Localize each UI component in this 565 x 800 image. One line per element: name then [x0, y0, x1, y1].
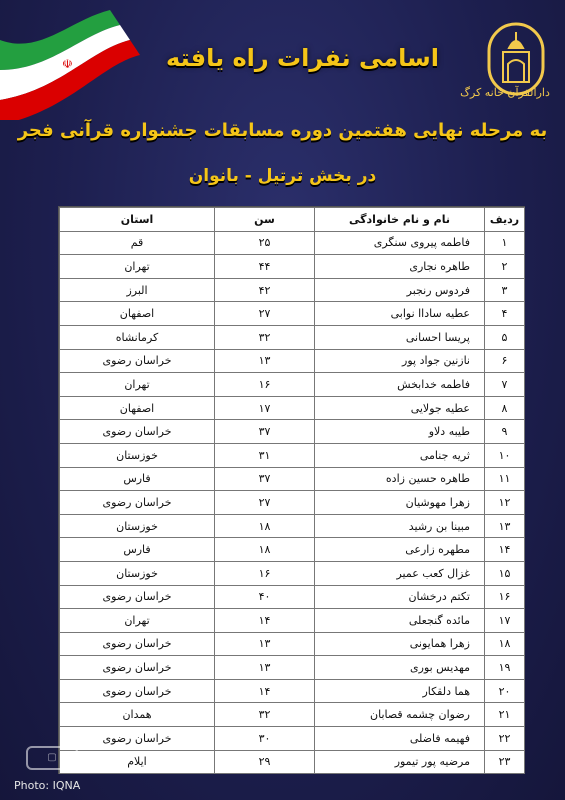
page-subtitle: به مرحله نهایی هفتمین دوره مسابقات جشنواره قرآنی فجر: [17, 120, 548, 141]
cell-name: مطهره زارعی: [315, 538, 485, 562]
svg-text:☫: ☫: [62, 57, 73, 71]
table-row: [60, 656, 525, 680]
cell-row-number: ۲۲: [485, 727, 525, 751]
cell-age: ۱۷: [215, 396, 315, 420]
cell-age: ۱۳: [215, 349, 315, 373]
cell-province: خراسان رضوی: [60, 585, 215, 609]
cell-province: فارس: [60, 467, 215, 491]
cell-age: ۲۷: [215, 302, 315, 326]
cell-province: البرز: [60, 278, 215, 302]
cell-age: ۳۱: [215, 443, 315, 467]
cell-name: مائده گنجعلی: [315, 609, 485, 633]
cell-province: همدان: [60, 703, 215, 727]
cell-name: هما دلقکار: [315, 679, 485, 703]
table-row: [60, 585, 525, 609]
table-row: [60, 538, 525, 562]
cell-province: خراسان رضوی: [60, 349, 215, 373]
page-title: اسامی نفرات راه یافته: [166, 44, 439, 72]
cell-province: خوزستان: [60, 514, 215, 538]
cell-age: ۳۲: [215, 703, 315, 727]
cell-province: تهران: [60, 255, 215, 279]
cell-province: خوزستان: [60, 443, 215, 467]
table-row: [60, 750, 525, 774]
cell-age: ۳۷: [215, 467, 315, 491]
table-row: [60, 255, 525, 279]
cell-row-number: ۲: [485, 255, 525, 279]
cell-row-number: ۱۲: [485, 491, 525, 515]
cell-province: خراسان رضوی: [60, 679, 215, 703]
cell-age: ۲۷: [215, 491, 315, 515]
cell-name: طاهره حسین زاده: [315, 467, 485, 491]
cell-age: ۱۸: [215, 514, 315, 538]
cell-age: ۴۲: [215, 278, 315, 302]
cell-row-number: ۲۳: [485, 750, 525, 774]
header-province: استان: [60, 208, 215, 232]
cell-row-number: ۱۸: [485, 632, 525, 656]
cell-age: ۱۳: [215, 656, 315, 680]
table-row: [60, 491, 525, 515]
table-row: [60, 609, 525, 633]
cell-age: ۱۸: [215, 538, 315, 562]
cell-name: مرضیه پور تیمور: [315, 750, 485, 774]
table-row: [60, 231, 525, 255]
cell-age: ۳۲: [215, 325, 315, 349]
cell-name: طاهره نجاری: [315, 255, 485, 279]
header-age: سن: [215, 208, 315, 232]
cell-row-number: ۹: [485, 420, 525, 444]
cell-row-number: ۱۷: [485, 609, 525, 633]
cell-name: زهرا همایونی: [315, 632, 485, 656]
table-row: [60, 561, 525, 585]
table-row: [60, 349, 525, 373]
cell-row-number: ۴: [485, 302, 525, 326]
table-row: [60, 679, 525, 703]
cell-province: خراسان رضوی: [60, 656, 215, 680]
cell-province: تهران: [60, 609, 215, 633]
table-row: [60, 727, 525, 751]
table-row: [60, 278, 525, 302]
cell-age: ۱۴: [215, 609, 315, 633]
cell-name: نازنین جواد پور: [315, 349, 485, 373]
cell-name: پریسا احسانی: [315, 325, 485, 349]
cell-province: فارس: [60, 538, 215, 562]
cell-name: فاطمه پیروی سنگری: [315, 231, 485, 255]
cell-name: رضوان چشمه قصابان: [315, 703, 485, 727]
cell-province: تهران: [60, 373, 215, 397]
cell-name: فردوس رنجبر: [315, 278, 485, 302]
cell-name: طیبه دلاو: [315, 420, 485, 444]
table-row: [60, 467, 525, 491]
table-row: [60, 420, 525, 444]
cell-row-number: ۱: [485, 231, 525, 255]
cell-name: زهرا مهوشیان: [315, 491, 485, 515]
cell-name: ثریه جنامی: [315, 443, 485, 467]
header-name: نام و نام خانوادگی: [315, 208, 485, 232]
photo-credit: Photo: IQNA: [14, 779, 81, 792]
table-row: [60, 396, 525, 420]
cell-province: خراسان رضوی: [60, 420, 215, 444]
table-row: [60, 373, 525, 397]
cell-name: غزال کعب عمیر: [315, 561, 485, 585]
logo-text: دارالقرآن خانه کرگ: [460, 86, 550, 99]
table-row: [60, 514, 525, 538]
table-row: [60, 703, 525, 727]
iqna-watermark-logo: ▢: [26, 746, 78, 770]
cell-row-number: ۱۳: [485, 514, 525, 538]
cell-age: ۱۶: [215, 373, 315, 397]
cell-age: ۱۳: [215, 632, 315, 656]
results-table: [58, 206, 525, 774]
cell-name: عطیه جولایی: [315, 396, 485, 420]
cell-row-number: ۱۰: [485, 443, 525, 467]
cell-row-number: ۳: [485, 278, 525, 302]
cell-age: ۲۹: [215, 750, 315, 774]
section-title: در بخش ترتیل - بانوان: [188, 166, 377, 186]
cell-row-number: ۷: [485, 373, 525, 397]
cell-row-number: ۱۶: [485, 585, 525, 609]
cell-row-number: ۱۹: [485, 656, 525, 680]
cell-province: اصفهان: [60, 302, 215, 326]
table-row: [60, 443, 525, 467]
cell-age: ۳۰: [215, 727, 315, 751]
cell-name: مهدیس بوری: [315, 656, 485, 680]
table-row: [60, 302, 525, 326]
cell-province: خوزستان: [60, 561, 215, 585]
table-header-row: [60, 208, 525, 232]
cell-age: ۳۷: [215, 420, 315, 444]
cell-name: فهیمه فاضلی: [315, 727, 485, 751]
cell-row-number: ۲۰: [485, 679, 525, 703]
cell-row-number: ۲۱: [485, 703, 525, 727]
cell-age: ۱۴: [215, 679, 315, 703]
cell-province: کرمانشاه: [60, 325, 215, 349]
cell-row-number: ۸: [485, 396, 525, 420]
cell-province: قم: [60, 231, 215, 255]
iran-flag-icon: [0, 0, 150, 120]
cell-name: مبینا بن رشید: [315, 514, 485, 538]
cell-province: اصفهان: [60, 396, 215, 420]
table-row: [60, 632, 525, 656]
table-row: [60, 325, 525, 349]
cell-province: خراسان رضوی: [60, 632, 215, 656]
cell-province: خراسان رضوی: [60, 491, 215, 515]
cell-row-number: ۱۵: [485, 561, 525, 585]
cell-age: ۲۵: [215, 231, 315, 255]
cell-row-number: ۵: [485, 325, 525, 349]
cell-province: ایلام: [60, 750, 215, 774]
cell-age: ۴۰: [215, 585, 315, 609]
cell-row-number: ۶: [485, 349, 525, 373]
cell-row-number: ۱۱: [485, 467, 525, 491]
cell-name: فاطمه خدابخش: [315, 373, 485, 397]
cell-province: خراسان رضوی: [60, 727, 215, 751]
cell-age: ۴۴: [215, 255, 315, 279]
cell-row-number: ۱۴: [485, 538, 525, 562]
cell-name: عطیه ساداا نوابی: [315, 302, 485, 326]
cell-age: ۱۶: [215, 561, 315, 585]
header-row-number: ردیف: [485, 208, 525, 232]
cell-name: تکتم درخشان: [315, 585, 485, 609]
